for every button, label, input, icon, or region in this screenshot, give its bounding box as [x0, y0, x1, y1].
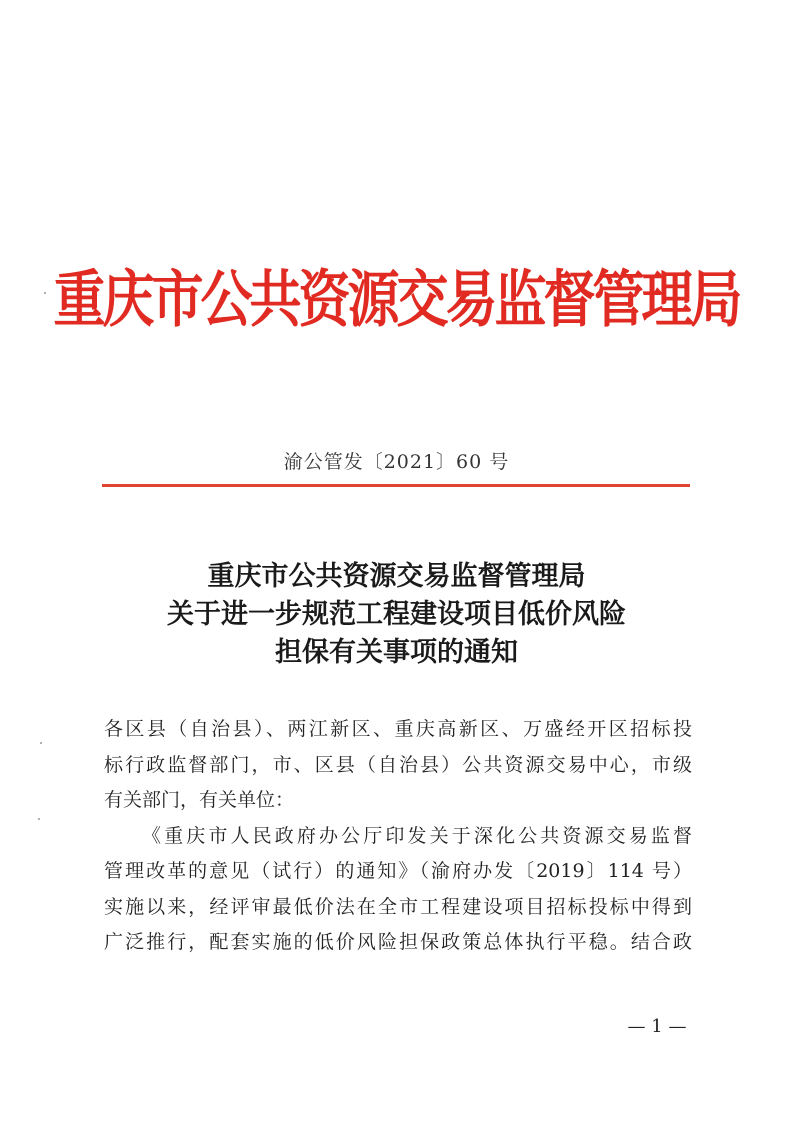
- title-line: 担保有关事项的通知: [275, 637, 518, 668]
- body-line: 管理改革的意见（试行）的通知》（渝府办发〔2019〕114 号）: [104, 860, 692, 882]
- body-line: 《重庆市人民政府办公厅印发关于深化公共资源交易监督: [142, 824, 692, 847]
- title-line: 关于进一步规范工程建设项目低价风险: [167, 599, 626, 630]
- agency-red-header: 重庆市公共资源交易监督管理局: [53, 265, 740, 336]
- title-line: 重庆市公共资源交易监督管理局: [207, 561, 586, 592]
- body-line: 各区县（自治县）、两江新区、重庆高新区、万盛经开区招标投: [104, 718, 692, 740]
- body-line: 标行政监督部门，市、区县（自治县）公共资源交易中心，市级: [104, 753, 692, 776]
- document-number: 渝公管发〔2021〕60 号: [283, 451, 510, 473]
- body-line: 实施以来，经评审最低价法在全市工程建设项目招标投标中得到: [104, 895, 692, 918]
- red-divider-line: [102, 484, 690, 487]
- body-line: 广泛推行，配套实施的低价风险担保政策总体执行平稳。结合政: [104, 931, 692, 953]
- page-number: — 1 —: [627, 1016, 687, 1037]
- body-line: 有关部门，有关单位：: [104, 789, 295, 811]
- scan-speck: [40, 742, 42, 744]
- document-title: [0, 558, 793, 672]
- scan-speck: [38, 818, 40, 820]
- document-body: [104, 712, 692, 961]
